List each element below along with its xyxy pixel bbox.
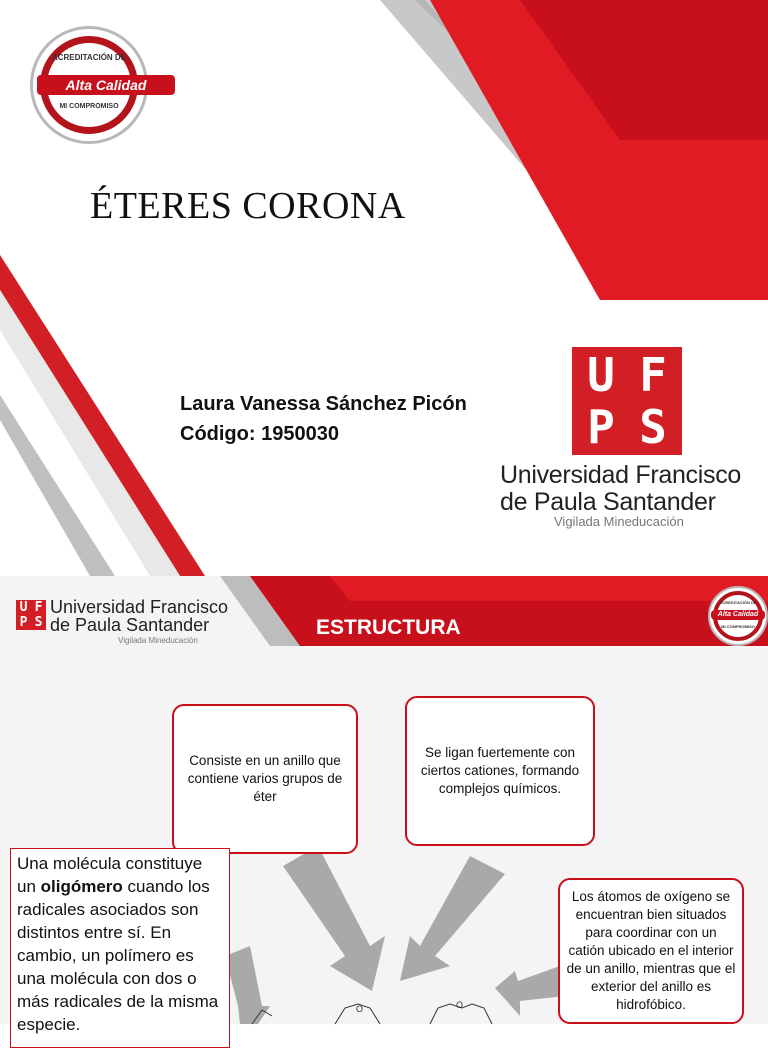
oligomer-text-part2: cuando los radicales asociados son distintos entre sí. En cambio, un polímero es una molécula con dos o más radicales de la misma especie. (17, 877, 219, 1034)
logo-letter: P (19, 615, 28, 630)
university-name (500, 462, 741, 516)
seal-top-text: ACREDITACIÓN DE (719, 600, 757, 605)
logo-letter: U (587, 348, 615, 402)
oligomer-text-part1: Una molécula constituye un (17, 854, 203, 896)
oxygen-atom-label: O (356, 1004, 364, 1014)
crown-ether-molecules (240, 996, 520, 1024)
oxygen-atom-label: O (456, 1000, 464, 1010)
logo-letter: P (587, 400, 615, 454)
author-code: Código: 1950030 (180, 423, 339, 445)
accreditation-seal (30, 26, 148, 144)
oligomer-text (10, 848, 230, 1048)
logo-letter: S (34, 615, 43, 630)
header-ufps-logo (16, 600, 46, 630)
seal-bottom-text: MI COMPROMISO (59, 103, 119, 110)
seal-band-text: Alta Calidad (711, 610, 765, 620)
seal-bottom-text: MI COMPROMISO (721, 624, 755, 629)
info-box-cations: Se ligan fuertemente con ciertos cationes, formando complejos químicos. (405, 696, 595, 846)
university-tagline: Vigilada Mineducación (554, 514, 684, 529)
accreditation-seal-small (708, 586, 768, 646)
header-tagline: Vigilada Mineducación (118, 636, 198, 645)
structure-slide (0, 576, 768, 1034)
header-university-name (50, 598, 228, 634)
author-block (180, 389, 467, 449)
logo-letter: S (639, 400, 667, 454)
logo-letter: F (34, 600, 43, 615)
info-box-oxygen: Los átomos de oxígeno se encuentran bien situados para coordinar con un catión ubicado en el interior de un anillo, mientras que el exterior del anillo es hidrofóbico. (558, 878, 744, 1024)
slide-title: ÉTERES CORONA (90, 185, 406, 227)
university-name-line2: de Paula Santander (500, 488, 716, 516)
author-name: Laura Vanessa Sánchez Picón (180, 393, 467, 415)
logo-letter: F (639, 348, 667, 402)
seal-band-text: Alta Calidad (37, 75, 175, 95)
section-title: ESTRUCTURA (316, 616, 461, 639)
header-name-line1: Universidad Francisco (50, 597, 229, 617)
header-name-line2: de Paula Santander (50, 615, 210, 635)
seal-top-text: ACREDITACIÓN DE (51, 53, 127, 62)
logo-letter: U (19, 600, 28, 615)
info-box-ring: Consiste en un anillo que contiene varios grupos de éter (172, 704, 358, 854)
ufps-logo (572, 347, 682, 455)
university-name-line1: Universidad Francisco (500, 461, 742, 489)
oligomer-term: oligómero (40, 877, 123, 896)
